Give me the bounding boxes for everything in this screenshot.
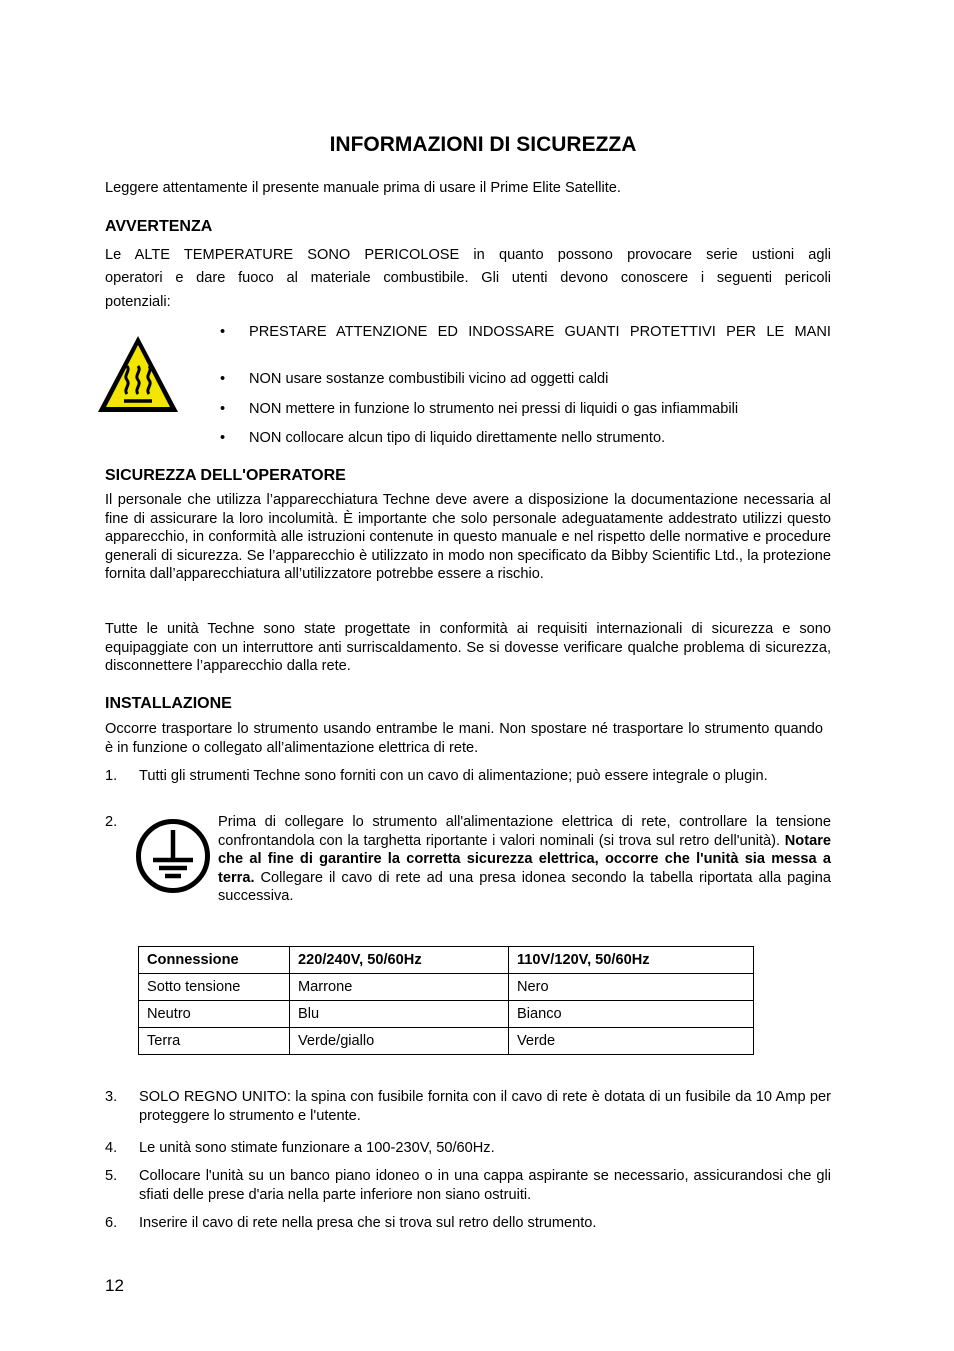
page-title: INFORMAZIONI DI SICUREZZA	[329, 133, 637, 156]
table-cell: Blu	[290, 1001, 509, 1028]
table-header-cell: 220/240V, 50/60Hz	[290, 947, 509, 974]
item-text-part: Collegare il cavo di rete ad una presa idonea secondo la tabella riportata alla pagina successiva.	[218, 869, 831, 904]
item-text: Collocare l'unità su un banco piano idoneo o in una cappa aspirante se necessario, assicurandosi che gli sfiati delle prese d'aria nella parte inferiore non siano ostruiti.	[139, 1168, 831, 1203]
table-cell: Marrone	[290, 974, 509, 1001]
installazione-item-5	[105, 1167, 831, 1204]
item-number: 4.	[105, 1140, 118, 1156]
item-text-part: Prima di collegare lo strumento all'alimentazione elettrica di rete, controllare la tensione confrontandola con la targhetta riportante i valori nominali (si trova sul retro dell'unità).	[218, 814, 831, 849]
table-row	[139, 1001, 754, 1028]
intro-text: Leggere attentamente il presente manuale prima di usare il Prime Elite Satellite.	[105, 180, 621, 196]
bullet-dot: •	[220, 371, 226, 387]
warning-bullet-text: PRESTARE ATTENZIONE ED INDOSSARE GUANTI PROTETTIVI PER LE MANI	[249, 324, 831, 340]
item-number: 3.	[105, 1089, 118, 1105]
ground-earth-icon	[134, 818, 212, 894]
connection-table	[138, 946, 754, 1055]
bullet-dot: •	[220, 401, 226, 417]
table-cell: Verde	[509, 1028, 754, 1055]
table-cell: Terra	[139, 1028, 290, 1055]
table-row	[139, 1028, 754, 1055]
item-number: 2.	[105, 814, 118, 830]
bullet-dot: •	[220, 324, 226, 340]
warning-bullet-text: NON usare sostanze combustibili vicino ad oggetti caldi	[249, 371, 609, 387]
item-number: 5.	[105, 1168, 118, 1184]
avvertenza-heading: AVVERTENZA	[105, 218, 213, 235]
table-cell: Nero	[509, 974, 754, 1001]
page-number: 12	[105, 1276, 124, 1295]
installazione-item-1	[105, 767, 831, 804]
avvertenza-line-3: potenziali:	[105, 294, 171, 310]
installazione-item-4	[105, 1139, 831, 1158]
item-text	[218, 813, 831, 906]
operatore-heading: SICUREZZA DELL'OPERATORE	[105, 467, 346, 484]
hot-surface-warning-icon	[96, 333, 180, 415]
installazione-item-2	[105, 813, 831, 905]
warning-bullet-1	[220, 323, 831, 359]
table-header-row	[139, 947, 754, 974]
operatore-paragraph-2: Tutte le unità Techne sono state progettate in conformità ai requisiti internazionali di sicurezza e sono equipaggiate con un interruttore anti surriscaldamento. Se si dovesse verificare qualche problema di sicurezza, disconnettere l’apparecchio dalla rete.	[105, 621, 831, 674]
installazione-heading: INSTALLAZIONE	[105, 695, 232, 712]
installazione-item-6	[105, 1214, 831, 1233]
item-text: Tutti gli strumenti Techne sono forniti con un cavo di alimentazione; può essere integrale o plugin.	[139, 768, 768, 784]
bullet-dot: •	[220, 430, 226, 446]
item-number: 6.	[105, 1215, 118, 1231]
table-header-cell: 110V/120V, 50/60Hz	[509, 947, 754, 974]
table-cell: Sotto tensione	[139, 974, 290, 1001]
warning-bullet-text: NON collocare alcun tipo di liquido direttamente nello strumento.	[249, 430, 666, 446]
avvertenza-line-1: Le ALTE TEMPERATURE SONO PERICOLOSE in quanto possono provocare serie ustioni agli	[105, 247, 831, 263]
item-text: SOLO REGNO UNITO: la spina con fusibile fornita con il cavo di rete è dotata di un fusibile da 10 Amp per proteggere lo strumento e l'utente.	[139, 1089, 831, 1124]
table-cell: Verde/giallo	[290, 1028, 509, 1055]
warning-bullet-3	[220, 400, 831, 418]
item-text-bold: Notare che al fine di garantire la corretta sicurezza elettrica, occorre che l'unità sia messa a terra.	[218, 832, 831, 886]
installazione-item-3	[105, 1088, 831, 1125]
table-row	[139, 974, 754, 1001]
operatore-paragraph-1: Il personale che utilizza l’apparecchiatura Techne deve avere a disposizione la documentazione necessaria al fine di assicurare la loro incolumità. È importante che solo personale adeguatamente addestrato utilizzi questo apparecchio, in conformità alle istruzioni contenute in questo manuale e nel rispetto delle normative e procedure generali di sicurezza. Se l’apparecchio è utilizzato in modo non specificato da Bibby Scientific Ltd., la protezione fornita dall’apparecchiatura all’utilizzatore potrebbe essere a rischio.	[105, 492, 831, 582]
table-cell: Neutro	[139, 1001, 290, 1028]
installazione-intro: Occorre trasportare lo strumento usando entrambe le mani. Non spostare né trasportare lo strumento quando è in funzione o collegato all’alimentazione elettrica di rete.	[105, 721, 823, 756]
table-header-cell: Connessione	[139, 947, 290, 974]
table-cell: Bianco	[509, 1001, 754, 1028]
item-number: 1.	[105, 768, 118, 784]
avvertenza-line-2: operatori e dare fuoco al materiale combustibile. Gli utenti devono conoscere i seguenti pericoli	[105, 270, 831, 286]
item-text: Inserire il cavo di rete nella presa che si trova sul retro dello strumento.	[139, 1215, 597, 1231]
warning-bullet-2	[220, 370, 831, 388]
item-text: Le unità sono stimate funzionare a 100-230V, 50/60Hz.	[139, 1140, 495, 1156]
warning-bullet-text: NON mettere in funzione lo strumento nei pressi di liquidi o gas infiammabili	[249, 401, 739, 417]
warning-bullet-4	[220, 429, 831, 447]
